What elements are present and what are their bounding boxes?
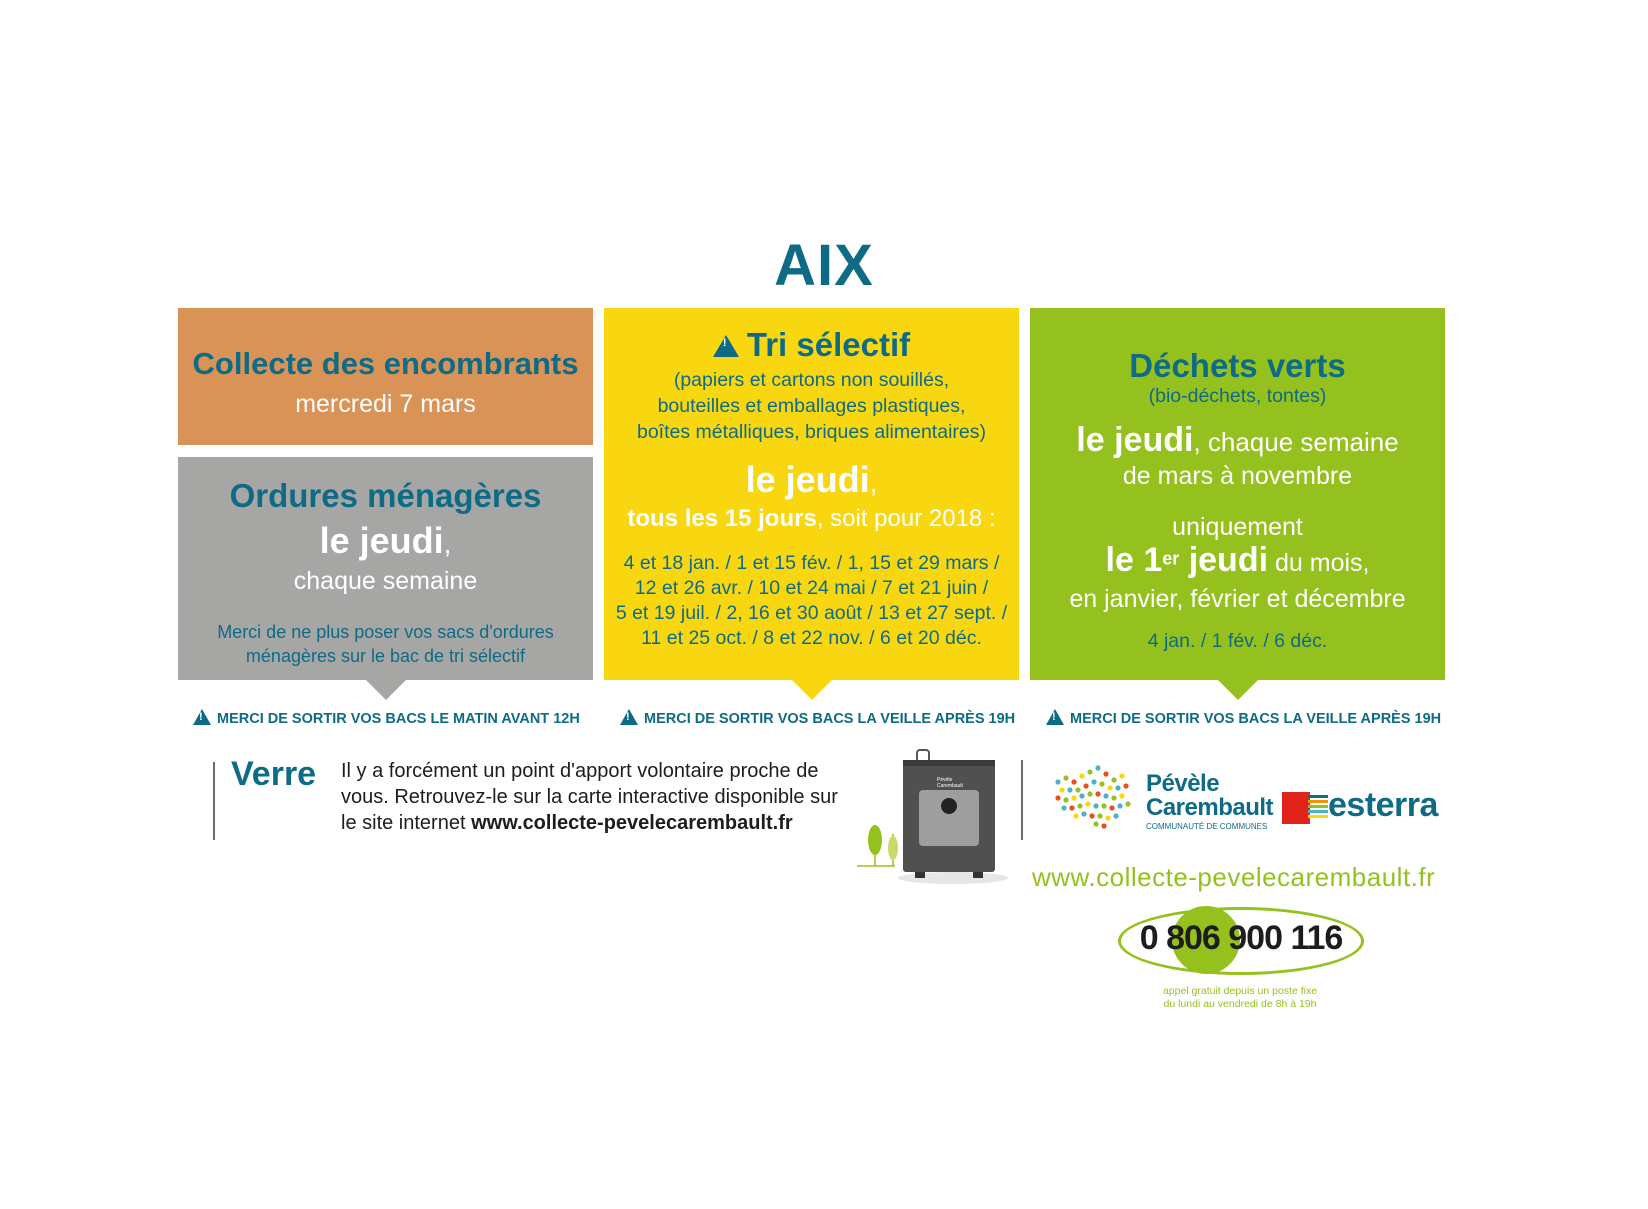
verts-first-rest: du mois, xyxy=(1268,549,1370,577)
phone-part-a: 0 xyxy=(1139,919,1158,957)
ordures-note-line-1: Merci de ne plus poser vos sacs d'ordures xyxy=(217,622,554,642)
container-opening xyxy=(941,798,957,814)
container-shadow xyxy=(898,872,1008,884)
tri-desc-line-2: bouteilles et emballages plastiques, xyxy=(657,395,966,417)
warning-left-text: MERCI DE SORTIR VOS BACS LE MATIN AVANT 12H xyxy=(217,711,580,727)
tri-heading: Tri sélectif xyxy=(746,326,911,363)
verre-text-line-2: vous. Retrouvez-le sur la carte interactive disponible sur xyxy=(341,786,838,808)
esterra-stripe xyxy=(1308,800,1328,803)
container-foot xyxy=(915,872,925,878)
ordures-frequency: chaque semaine xyxy=(293,567,478,595)
esterra-logo-mark xyxy=(1282,792,1330,824)
tri-dates-line-4: 11 et 25 oct. / 8 et 22 nov. / 6 et 20 déc. xyxy=(641,627,982,649)
phone-part-c: 900 116 xyxy=(1228,919,1343,957)
verts-day: le jeudi xyxy=(1076,421,1194,459)
encombrants-date: mercredi 7 mars xyxy=(295,390,476,418)
verre-title: Verre xyxy=(231,755,317,793)
verre-text-line-3-pre: le site internet xyxy=(341,812,472,834)
verre-text-line-1: Il y a forcément un point d'apport volontaire proche de xyxy=(341,760,819,782)
warning-left xyxy=(193,709,580,727)
ordures-note xyxy=(178,620,593,668)
tri-frequency-line xyxy=(604,505,1019,533)
phone-note-line-1: appel gratuit depuis un poste fixe xyxy=(1162,985,1318,997)
warning-icon xyxy=(1046,709,1064,725)
container-lid xyxy=(903,760,995,766)
ordures-note-line-2: ménagères sur le bac de tri sélectif xyxy=(245,646,526,666)
tri-frequency-bold: tous les 15 jours xyxy=(627,505,817,532)
tri-desc-line-1: (papiers et cartons non souillés, xyxy=(673,369,950,391)
tri-dates-line-1: 4 et 18 jan. / 1 et 15 fév. / 1, 15 et 29 mars / xyxy=(623,552,1000,574)
esterra-stripe xyxy=(1308,795,1328,798)
pevele-logo-line-2: Carembault xyxy=(1146,794,1274,821)
pevele-logo-text xyxy=(1146,772,1273,820)
verts-first-line xyxy=(1030,541,1445,580)
verts-first-sup: er xyxy=(1162,548,1180,569)
tri-day-line xyxy=(604,459,1019,501)
warning-icon xyxy=(193,709,211,725)
phone-number xyxy=(1118,919,1364,958)
tri-dates xyxy=(604,551,1019,651)
esterra-stripe xyxy=(1308,810,1328,813)
encombrants-card xyxy=(178,308,593,445)
verts-dates: 4 jan. / 1 fév. / 6 déc. xyxy=(1147,630,1328,652)
phone-number-badge[interactable] xyxy=(1118,907,1362,973)
website-url[interactable]: www.collecte-pevelecarembault.fr xyxy=(1032,862,1436,892)
ordures-comma: , xyxy=(443,528,452,559)
tri-comma: , xyxy=(869,467,878,498)
pevele-logo-sub: COMMUNAUTÉ DE COMMUNES xyxy=(1146,822,1268,831)
esterra-red-block xyxy=(1282,792,1310,824)
tri-desc-line-3: boîtes métalliques, briques alimentaires) xyxy=(636,421,986,443)
verre-divider xyxy=(213,762,215,840)
warning-middle xyxy=(620,709,1015,727)
verts-pointer xyxy=(1218,680,1258,700)
warning-right xyxy=(1046,709,1441,727)
esterra-stripe xyxy=(1308,805,1328,808)
logo-divider xyxy=(1021,760,1023,840)
verts-first-a: le 1 xyxy=(1105,541,1163,579)
verts-card xyxy=(1030,308,1445,680)
encombrants-heading: Collecte des encombrants xyxy=(192,346,579,381)
verts-only: uniquement xyxy=(1172,513,1303,541)
warning-middle-text: MERCI DE SORTIR VOS BACS LA VEILLE APRÈS 19H xyxy=(644,711,1016,727)
verts-period: de mars à novembre xyxy=(1122,462,1353,490)
esterra-stripe xyxy=(1308,815,1328,818)
verts-day-line xyxy=(1030,421,1445,460)
esterra-logo-text: esterra xyxy=(1328,786,1438,824)
verts-months: en janvier, février et décembre xyxy=(1069,585,1406,613)
tree-icon xyxy=(868,825,882,855)
pevele-carembault-logo-mark xyxy=(1050,760,1150,832)
container-label-2: Carembault xyxy=(937,783,963,789)
tri-frequency-rest: , soit pour 2018 : xyxy=(816,505,996,532)
container-foot xyxy=(973,872,983,878)
phone-part-b: 806 xyxy=(1166,919,1220,957)
pevele-logo-line-1: Pévèle xyxy=(1146,770,1220,797)
tri-heading-line xyxy=(604,326,1019,364)
tri-pointer xyxy=(792,680,832,700)
verre-text xyxy=(341,758,861,836)
ordures-heading: Ordures ménagères xyxy=(229,477,542,514)
phone-note xyxy=(1160,985,1320,1011)
tri-day: le jeudi xyxy=(745,459,870,500)
ordures-day-line xyxy=(178,520,593,562)
tri-dates-line-3: 5 et 19 juil. / 2, 16 et 30 août / 13 et 27 sept. / xyxy=(615,602,1008,624)
phone-note-line-2: du lundi au vendredi de 8h à 19h xyxy=(1163,998,1317,1010)
verts-heading: Déchets verts xyxy=(1129,347,1346,384)
verts-first-b: jeudi xyxy=(1179,541,1269,579)
tri-description xyxy=(604,367,1019,445)
warning-icon xyxy=(620,709,638,725)
ordures-pointer xyxy=(366,680,406,700)
tri-dates-line-2: 12 et 26 avr. / 10 et 24 mai / 7 et 21 juin / xyxy=(634,577,989,599)
warning-right-text: MERCI DE SORTIR VOS BACS LA VEILLE APRÈS 19H xyxy=(1070,711,1442,727)
ordures-card xyxy=(178,457,593,680)
verre-text-line-3 xyxy=(341,810,861,836)
verts-frequency: , chaque semaine xyxy=(1193,427,1399,457)
tree-icon xyxy=(888,836,898,860)
verre-url: www.collecte-pevelecarembault.fr xyxy=(471,812,793,834)
glass-container-illustration xyxy=(855,748,1015,888)
verts-sub: (bio-déchets, tontes) xyxy=(1148,385,1327,407)
ordures-day: le jeudi xyxy=(319,520,444,561)
warning-icon xyxy=(713,335,739,357)
page-title: AIX xyxy=(774,233,874,298)
dot-map-icon xyxy=(1055,765,1130,828)
tri-card xyxy=(604,308,1019,680)
container-label-1: Pévèle xyxy=(937,777,953,783)
